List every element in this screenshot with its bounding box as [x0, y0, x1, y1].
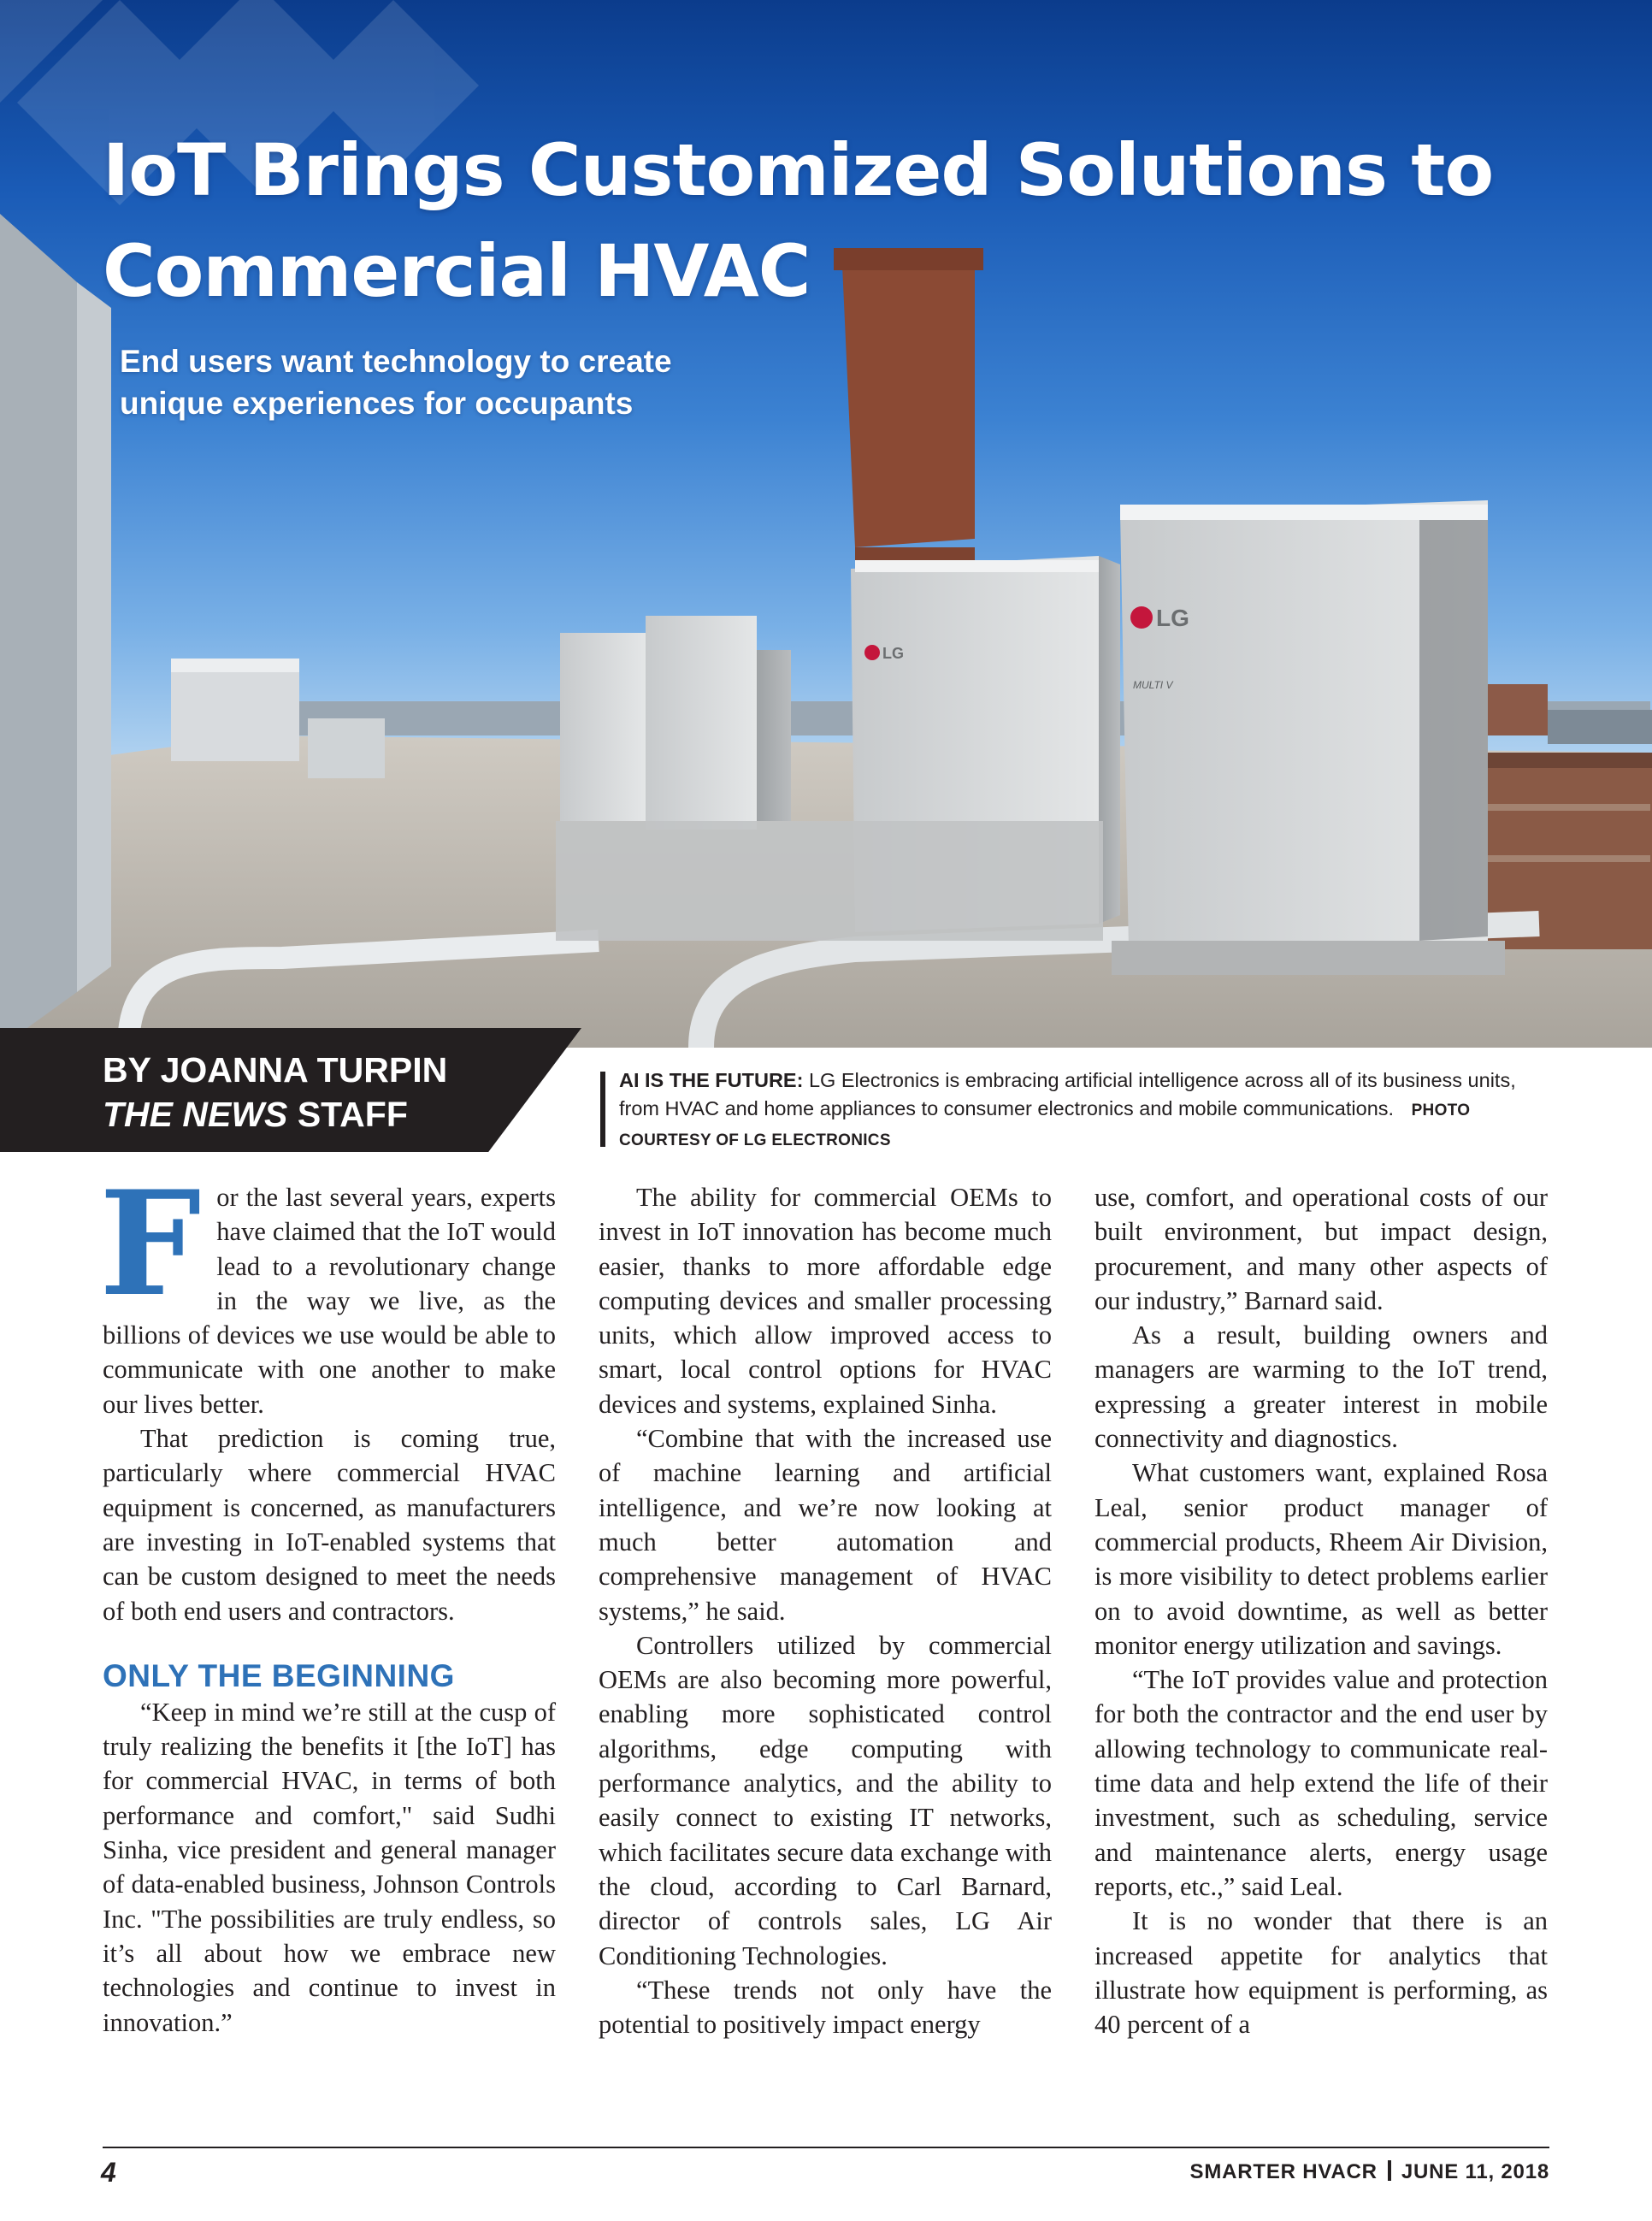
paragraph: The ability for commercial OEMs to invest in IoT innovation has become much easier, thanks to more affordable edge computing devices and smaller processing units, which allow improved access to smart, local control options for HVAC devices and systems, explained Sinha.: [599, 1183, 1052, 1419]
column-1: [99, 1159, 556, 2040]
folio-separator: [1388, 2160, 1391, 2181]
model-label: MULTI V: [1133, 679, 1173, 691]
caption-text: LG Electronics is embracing artificial intelligence across all of its business units, from HVAC and home appliances to consumer electronics and mobile communications.: [619, 1069, 1516, 1119]
column-3: [1094, 1180, 1548, 2041]
photo-credit: PHOTO COURTESY OF LG ELECTRONICS: [619, 1102, 1471, 1149]
page-number: 4: [101, 2157, 116, 2188]
article-subhead: End users want technology to create unique experiences for occupants: [120, 344, 672, 421]
caption-paragraph: [619, 1066, 1541, 1155]
paragraph: “The IoT provides value and protection for both the contractor and the end user by allowing technology to communicate real-time data and help extend the life of their investment, such as scheduling, service and maintenance alerts, energy usage reports, etc.,” said Leal.: [1094, 1665, 1548, 1901]
caption-bar: [600, 1072, 605, 1147]
paragraph-text: or the last several years, experts have claimed that the IoT would lead to a revolutionary change in the way we live, as the billions of devices we use would be able to communicate with one another to make our lives better.: [103, 1183, 556, 1419]
paragraph: It is no wonder that there is an increased appetite for analytics that illustrate how equipment is performing, as 40 percent of a: [1094, 1906, 1548, 2040]
section-heading: ONLY THE BEGINNING: [103, 1657, 455, 1693]
drop-cap: F: [99, 1159, 202, 1328]
lg-logo-text-small: LG: [882, 645, 904, 662]
paragraph: “Keep in mind we’re still at the cusp of truly realizing the benefits it [the IoT] has for commercial HVAC, in terms of both performance and comfort," said Sudhi Sinha, vice president and general manager of data-enabled business, Johnson Controls Inc. "The possibilities are truly endless, so it’s all about how we embrace new technologies and continue to invest in innovation.”: [103, 1697, 556, 2037]
paragraph: “These trends not only have the potential to positively impact energy: [599, 1975, 1052, 2040]
article-headline: IoT Brings Customized Solutions to Commercial HVAC: [103, 128, 1494, 313]
paragraph: What customers want, explained Rosa Leal, senior product manager of commercial products, Rheem Air Division, is more visibility to detect problems earlier on to avoid downtime, as well as better monitor energy utilization and savings.: [1094, 1458, 1548, 1660]
column-2: [599, 1180, 1052, 2041]
folio-publication: SMARTER HVACR: [1189, 2160, 1378, 2183]
paragraph: That prediction is coming true, particularly where commercial HVAC equipment is concerned, as manufacturers are investing in IoT-enabled systems that can be custom designed to meet the needs of both end users and contractors.: [103, 1424, 556, 1626]
byline-author: BY JOANNA TURPIN: [103, 1050, 448, 1090]
lg-logo-text: LG: [1156, 605, 1189, 631]
paragraph: As a result, building owners and managers are warming to the IoT trend, expressing a greater interest in mobile connectivity and diagnostics.: [1094, 1320, 1548, 1454]
folio: [1190, 2160, 1549, 2184]
caption-lead: AI IS THE FUTURE:: [619, 1069, 804, 1091]
paragraph: [99, 1159, 556, 1421]
footer-rule: [103, 2147, 1549, 2148]
folio-date: JUNE 11, 2018: [1401, 2160, 1549, 2183]
paragraph: use, comfort, and operational costs of our built environment, but impact design, procurement, and many other aspects of our industry,” Barnard said.: [1094, 1183, 1548, 1315]
photo-caption: [600, 1066, 1541, 1155]
hero-photo: [0, 0, 1652, 1048]
paragraph: “Combine that with the increased use of machine learning and artificial intelligence, and we’re now looking at much better automation and comprehensive management of HVAC systems,” he said.: [599, 1424, 1052, 1626]
byline-publication: THE NEWS: [103, 1095, 288, 1134]
byline-staff-label: STAFF: [297, 1095, 408, 1134]
byline-staff: [103, 1093, 408, 1136]
paragraph: Controllers utilized by commercial OEMs are also becoming more powerful, enabling more sophisticated control algorithms, edge computing with performance analytics, and the ability to easily connect to existing IT networks, which facilitates secure data exchange with the cloud, according to Carl Barnard, director of controls sales, LG Air Conditioning Technologies.: [599, 1630, 1052, 1970]
